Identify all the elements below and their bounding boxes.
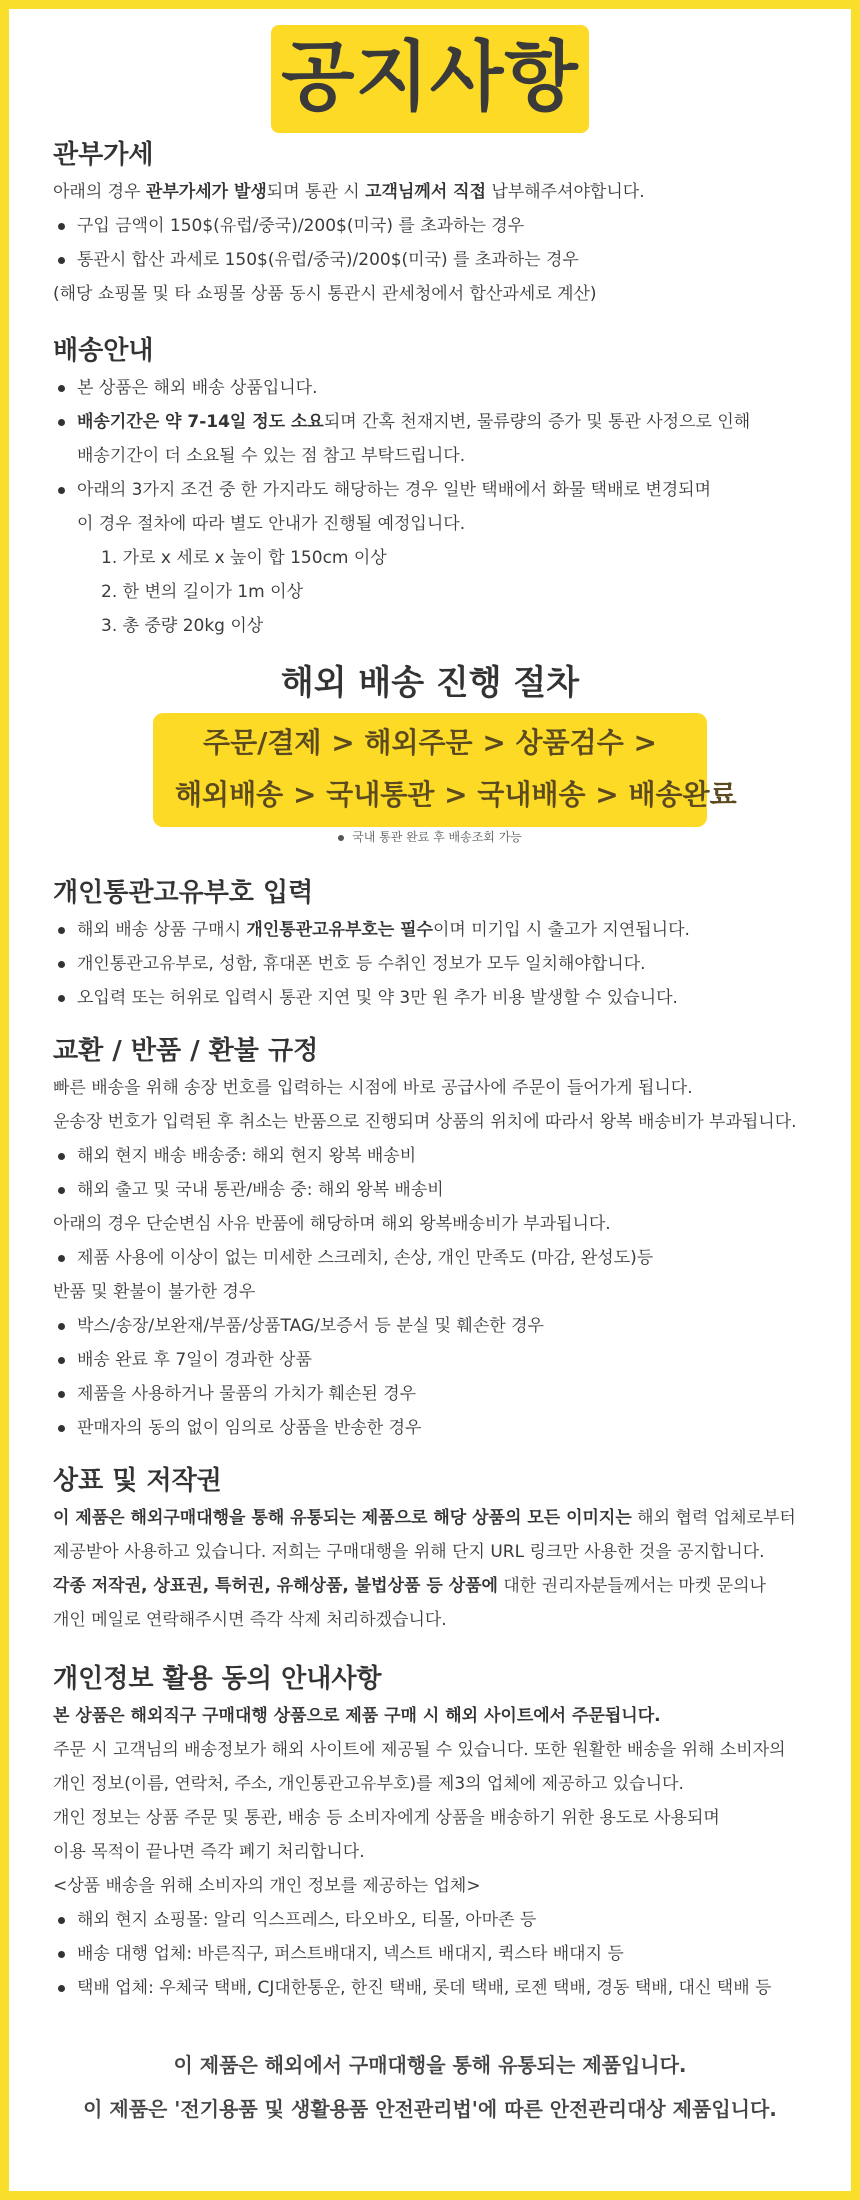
customs-intro-bold2: 고객님께서 직접 <box>365 182 486 202</box>
customs-section <box>53 135 807 311</box>
returns-heading: 교환 / 반품 / 환불 규정 <box>53 1036 319 1066</box>
footer-notice <box>53 2043 807 2131</box>
trademark-heading: 상표 및 저작권 <box>53 1466 222 1496</box>
pccc-text2: 이며 미기입 시 출고가 지연됩니다. <box>432 920 690 940</box>
privacy-text: 주문 시 고객님의 배송정보가 해외 사이트에 제공될 수 있습니다. 또한 원활한 배송을 위해 소비자의 <box>53 1740 786 1760</box>
process-box-wrap <box>53 713 807 827</box>
pccc-bold: 개인통관고유부호는 필수 <box>246 920 433 940</box>
footer-line: 이 제품은 해외에서 구매대행을 통해 유통되는 제품입니다. <box>173 2053 687 2077</box>
returns-bullet: 배송 완료 후 7일이 경과한 상품 <box>53 1343 807 1377</box>
process-box <box>153 713 737 827</box>
privacy-bold: 본 상품은 해외직구 구매대행 상품으로 제품 구매 시 해외 사이트에서 주문됩니다. <box>53 1706 661 1726</box>
privacy-section <box>53 1659 807 2005</box>
customs-heading: 관부가세 <box>53 140 154 170</box>
shipping-period-bold: 배송기간은 약 7-14일 정도 소요 <box>77 412 324 432</box>
process-steps-line1: 주문/결제 > 해외주문 > 상품검수 > <box>203 726 657 759</box>
returns-text: 반품 및 환불이 불가한 경우 <box>53 1282 256 1302</box>
page-title: 공지사항 <box>271 25 589 133</box>
customs-intro-text2: 되며 통관 시 <box>266 182 366 202</box>
privacy-text <box>53 1699 807 1733</box>
pccc-text: 해외 배송 상품 구매시 <box>77 920 247 940</box>
notice-content <box>9 135 851 2131</box>
trademark-text: 개인 메일로 연락해주시면 즉각 삭제 처리하겠습니다. <box>53 1610 447 1630</box>
pccc-section <box>53 873 807 1015</box>
shipping-condition: 1. 가로 x 세로 x 높이 합 150cm 이상 <box>101 548 387 568</box>
bullet-dot-icon <box>338 835 344 841</box>
pccc-bullet: 개인통관고유부로, 성함, 휴대폰 번호 등 수취인 정보가 모두 일치해야합니다. <box>53 947 807 981</box>
privacy-text: <상품 배송을 위해 소비자의 개인 정보를 제공하는 업체> <box>53 1876 481 1896</box>
process-note-text: 국내 통관 완료 후 배송조회 가능 <box>352 830 522 844</box>
shipping-bullet <box>53 405 807 439</box>
returns-text: 운송장 번호가 입력된 후 취소는 반품으로 진행되며 상품의 위치에 따라서 왕복 배송비가 부과됩니다. <box>53 1112 797 1132</box>
trademark-bold: 각종 저작권, 상표권, 특허권, 유해상품, 불법상품 등 상품에 <box>53 1576 498 1596</box>
customs-bullet: 통관시 합산 과세로 150$(유럽/중국)/200$(미국) 를 초과하는 경우 <box>53 243 807 277</box>
customs-bullet: 구입 금액이 150$(유럽/중국)/200$(미국) 를 초과하는 경우 <box>53 209 807 243</box>
pccc-bullet: 오입력 또는 허위로 입력시 통관 지연 및 약 3만 원 추가 비용 발생할 수 있습니다. <box>53 981 807 1015</box>
shipping-condition: 3. 총 중량 20kg 이상 <box>101 616 264 636</box>
privacy-text: 개인 정보(이름, 연락처, 주소, 개인통관고유부호)를 제3의 업체에 제공하고 있습니다. <box>53 1774 684 1794</box>
privacy-text: 이용 목적이 끝나면 즉각 폐기 처리합니다. <box>53 1842 365 1862</box>
privacy-bullet: 해외 현지 쇼핑몰: 알리 익스프레스, 타오바오, 티몰, 아마존 등 <box>53 1903 807 1937</box>
customs-intro <box>53 175 807 209</box>
returns-bullet: 해외 출고 및 국내 통관/배송 중: 해외 왕복 배송비 <box>53 1173 807 1207</box>
shipping-bullet-cont: 이 경우 절차에 따라 별도 안내가 진행될 예정입니다. <box>77 514 466 534</box>
process-section <box>53 659 807 847</box>
pccc-heading: 개인통관고유부호 입력 <box>53 878 314 908</box>
privacy-bullet: 택배 업체: 우체국 택배, CJ대한통운, 한진 택배, 롯데 택배, 로젠 택배, 경동 택배, 대신 택배 등 <box>53 1971 807 2005</box>
returns-text: 아래의 경우 단순변심 사유 반품에 해당하며 해외 왕복배송비가 부과됩니다. <box>53 1214 611 1234</box>
privacy-bullet: 배송 대행 업체: 바른직구, 퍼스트배대지, 넥스트 배대지, 퀵스타 배대지 등 <box>53 1937 807 1971</box>
trademark-bold: 이 제품은 해외구매대행을 통해 유통되는 제품으로 해당 상품의 모든 이미지는 <box>53 1508 632 1528</box>
process-steps-line2: 해외배송 > 국내통관 > 국내배송 > 배송완료 <box>175 778 737 811</box>
trademark-text <box>53 1569 807 1603</box>
process-note <box>53 827 807 847</box>
title-area <box>9 9 851 133</box>
returns-bullet: 판매자의 동의 없이 임의로 상품을 반송한 경우 <box>53 1411 807 1445</box>
customs-intro-text: 아래의 경우 <box>53 182 146 202</box>
shipping-period-text: 되며 간혹 천재지변, 물류량의 증가 및 통관 사정으로 인해 <box>323 412 751 432</box>
returns-text: 빠른 배송을 위해 송장 번호를 입력하는 시점에 바로 공급사에 주문이 들어가게 됩니다. <box>53 1078 693 1098</box>
customs-intro-bold1: 관부가세가 발생 <box>145 182 267 202</box>
process-heading: 해외 배송 진행 절차 <box>280 663 580 703</box>
returns-bullet: 제품 사용에 이상이 없는 미세한 스크레치, 손상, 개인 만족도 (마감, 완성도)등 <box>53 1241 807 1275</box>
shipping-bullet-cont: 배송기간이 더 소요될 수 있는 점 참고 부탁드립니다. <box>77 446 466 466</box>
returns-bullet: 제품을 사용하거나 물품의 가치가 훼손된 경우 <box>53 1377 807 1411</box>
returns-bullet: 해외 현지 배송 배송중: 해외 현지 왕복 배송비 <box>53 1139 807 1173</box>
shipping-condition: 2. 한 변의 길이가 1m 이상 <box>101 582 303 602</box>
privacy-text: 개인 정보는 상품 주문 및 통관, 배송 등 소비자에게 상품을 배송하기 위한 용도로 사용되며 <box>53 1808 720 1828</box>
customs-note: (해당 쇼핑몰 및 타 쇼핑몰 상품 동시 통관시 관세청에서 합산과세로 계산) <box>53 284 597 304</box>
trademark-text-rest: 대한 권리자분들께서는 마켓 문의나 <box>497 1576 766 1596</box>
returns-section <box>53 1031 807 1445</box>
privacy-heading: 개인정보 활용 동의 안내사항 <box>53 1664 382 1694</box>
trademark-text <box>53 1501 807 1535</box>
trademark-text: 제공받아 사용하고 있습니다. 저희는 구매대행을 위해 단지 URL 링크만 사용한 것을 공지합니다. <box>53 1542 765 1562</box>
returns-bullet: 박스/송장/보완재/부품/상품TAG/보증서 등 분실 및 훼손한 경우 <box>53 1309 807 1343</box>
pccc-bullet <box>53 913 807 947</box>
shipping-bullet: 본 상품은 해외 배송 상품입니다. <box>53 371 807 405</box>
trademark-text-rest: 해외 협력 업체로부터 <box>631 1508 796 1528</box>
footer-line: 이 제품은 '전기용품 및 생활용품 안전관리법'에 따른 안전관리대상 제품입니다. <box>83 2097 777 2121</box>
customs-intro-text3: 납부해주셔야합니다. <box>486 182 645 202</box>
shipping-bullet: 아래의 3가지 조건 중 한 가지라도 해당하는 경우 일반 택배에서 화물 택배로 변경되며 <box>53 473 807 507</box>
trademark-section <box>53 1461 807 1637</box>
shipping-heading: 배송안내 <box>53 336 154 366</box>
shipping-section <box>53 331 807 643</box>
